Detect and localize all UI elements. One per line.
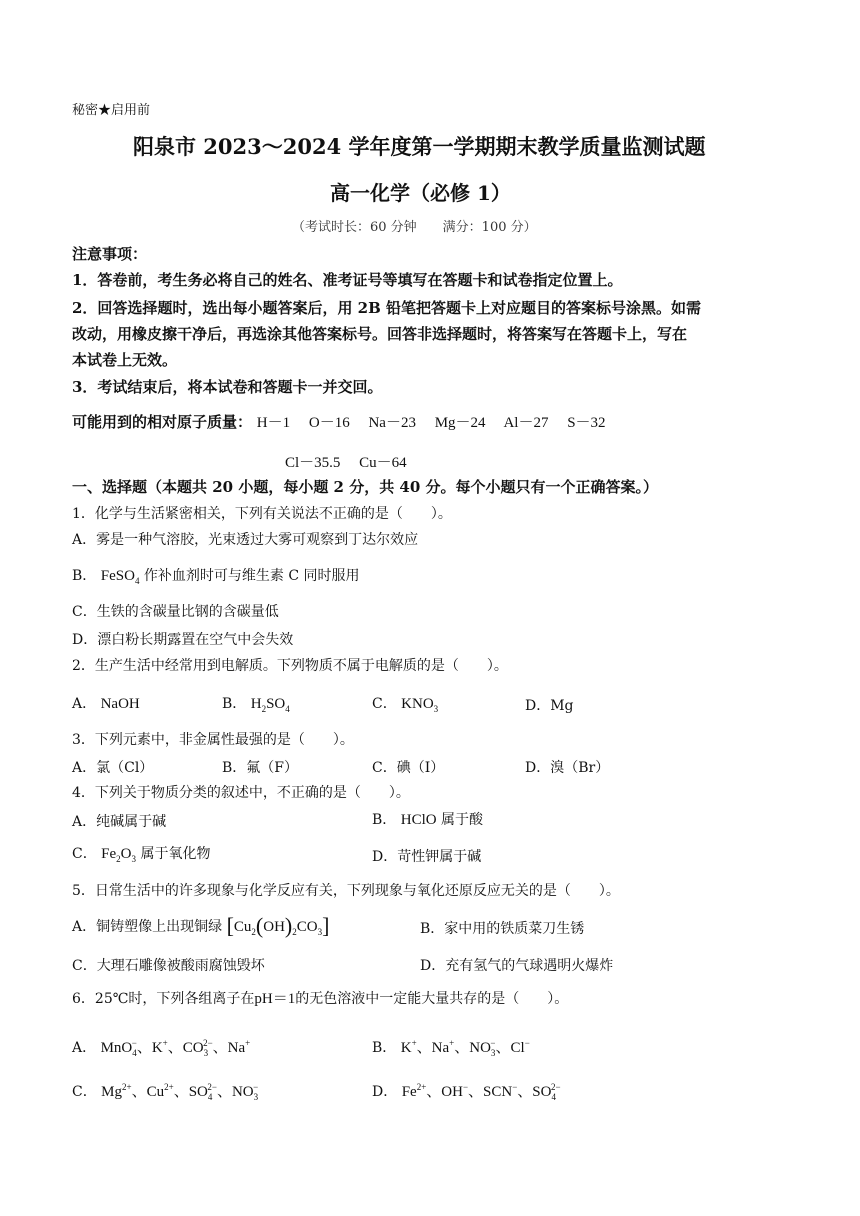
q5-option-d: D．充有氢气的气球遇明火爆炸 (420, 958, 614, 974)
q3-option-a: A．氯（Cl） (72, 760, 154, 776)
q2-option-c: C． $KNO_3$ (372, 696, 439, 714)
q2-option-b: B． $H_2SO_4$ (222, 696, 290, 714)
q1-option-b-label: B． (72, 568, 97, 584)
q5-option-a-formula: $[Cu_2(OH)_2CO_3]$ (226, 913, 330, 938)
q4-option-b: B． HClO 属于酸 (372, 812, 484, 828)
q4-option-d: D．苛性钾属于碱 (372, 849, 482, 865)
q1-option-c: C．生铁的含碳量比钢的含碳量低 (72, 604, 279, 620)
q5-option-c: C．大理石雕像被酸雨腐蚀毁坏 (72, 958, 265, 974)
q1-option-d: D．漂白粉长期露置在空气中会失效 (72, 632, 294, 648)
q1-stem: 1．化学与生活紧密相关，下列有关说法不正确的是（ ）。 (72, 506, 452, 522)
q1-option-b (72, 566, 360, 591)
notice-item-1: 1．答卷前，考生务必将自己的姓名、准考证号等填写在答题卡和试卷指定位置上。 (72, 271, 623, 289)
q6-option-b-formula: K+、Na+、$NO_3^-$、Cl− (400, 1038, 530, 1058)
q6-option-a: A． MnO$_4$−、K+、$CO_3^{2-}$、Na+ (72, 1038, 251, 1058)
q4-option-c-formula: $Fe_2O_3$ (101, 846, 137, 864)
atomic-mass-values-1: H－1 O－16 Na－23 Mg－24 Al－27 S－32 (256, 415, 606, 431)
q3-option-c: C．碘（I） (372, 760, 445, 776)
q3-stem: 3．下列元素中，非金属性最强的是（ ）。 (72, 732, 354, 748)
q3-option-d: D．溴（Br） (525, 760, 610, 776)
notice-item-3: 3．考试结束后，将本试卷和答题卡一并交回。 (72, 378, 383, 396)
q2-option-b-formula: $H_2SO_4$ (250, 696, 290, 714)
q6-stem-formula: pH＝1 (254, 991, 296, 1007)
exam-info: （考试时长：60 分钟 满分：100 分） (292, 220, 537, 235)
q6-option-c-formula: $Mg^{2+}$、$Cu^{2+}$、$SO_4^{2-}$、$NO_3^-$ (101, 1082, 259, 1102)
atomic-mass-values-2: Cl－35.5 Cu－64 (285, 455, 407, 471)
q2-option-c-formula: $KNO_3$ (401, 696, 439, 714)
q2-option-a-formula: NaOH (100, 696, 140, 712)
q4-option-c: C． $Fe_2O_3$ 属于氧化物 (72, 846, 211, 864)
q5-stem: 5．日常生活中的许多现象与化学反应有关，下列现象与氧化还原反应无关的是（ ）。 (72, 883, 620, 899)
exam-title: 阳泉市 2023～2024 学年度第一学期期末教学质量监测试题 (133, 134, 706, 159)
confidential-label: 秘密★启用前 (72, 103, 151, 118)
exam-subtitle: 高一化学（必修 1） (330, 181, 511, 205)
q6-option-d-formula: $Fe^{2+}$、OH−、SCN−、$SO_4^{2-}$ (401, 1082, 561, 1102)
notice-heading: 注意事项： (72, 245, 148, 263)
notice-item-2-line-1: 2．回答选择题时，选出每小题答案后，用 2B 铅笔把答题卡上对应题目的答案标号涂黑。如需 (72, 299, 702, 317)
q1-option-a: A．雾是一种气溶胶，光束透过大雾可观察到丁达尔效应 (72, 532, 419, 548)
q2-stem: 2．生产生活中经常用到电解质。下列物质不属于电解质的是（ ）。 (72, 658, 508, 674)
q5-option-b: B．家中用的铁质菜刀生锈 (420, 921, 585, 937)
q6-option-d: D． $Fe^{2+}$、OH−、SCN−、$SO_4^{2-}$ (372, 1082, 561, 1102)
q3-option-b: B．氟（F） (222, 760, 299, 776)
atomic-mass-row-1 (72, 411, 606, 432)
q2-option-d: D．Mg (525, 698, 574, 714)
q6-option-a-formula: MnO$_4$−、K+、$CO_3^{2-}$、Na+ (100, 1038, 251, 1058)
q4-option-b-formula: HClO (400, 812, 437, 828)
notice-item-2-line-3: 本试卷上无效。 (72, 351, 178, 369)
q4-option-a: A．纯碱属于碱 (72, 814, 167, 830)
q2-option-a: A． NaOH (72, 696, 140, 712)
q1-option-b-text: 作补血剂时可与维生素 C 同时服用 (143, 568, 360, 584)
notice-item-2-line-2: 改动，用橡皮擦干净后，再选涂其他答案标号。回答非选择题时，将答案写在答题卡上，写在 (72, 325, 688, 343)
q5-option-a: A．铜铸塑像上出现铜绿 $[Cu_2(OH)_2CO_3]$ (72, 913, 330, 938)
atomic-mass-label: 可能用到的相对原子质量： (72, 413, 253, 431)
q6-option-b: B． K+、Na+、$NO_3^-$、Cl− (372, 1038, 530, 1058)
q1-option-b-formula: FeSO$_4$ (100, 568, 140, 586)
q6-option-c: C． $Mg^{2+}$、$Cu^{2+}$、$SO_4^{2-}$、$NO_3^-$ (72, 1082, 259, 1102)
q6-stem: 6．25℃时，下列各组离子在pH＝1的无色溶液中一定能大量共存的是（ ）。 (72, 991, 569, 1007)
q4-stem: 4．下列关于物质分类的叙述中，不正确的是（ ）。 (72, 785, 410, 801)
section-1-heading: 一、选择题（本题共 20 小题，每小题 2 分，共 40 分。每个小题只有一个正确答案。） (72, 478, 659, 496)
